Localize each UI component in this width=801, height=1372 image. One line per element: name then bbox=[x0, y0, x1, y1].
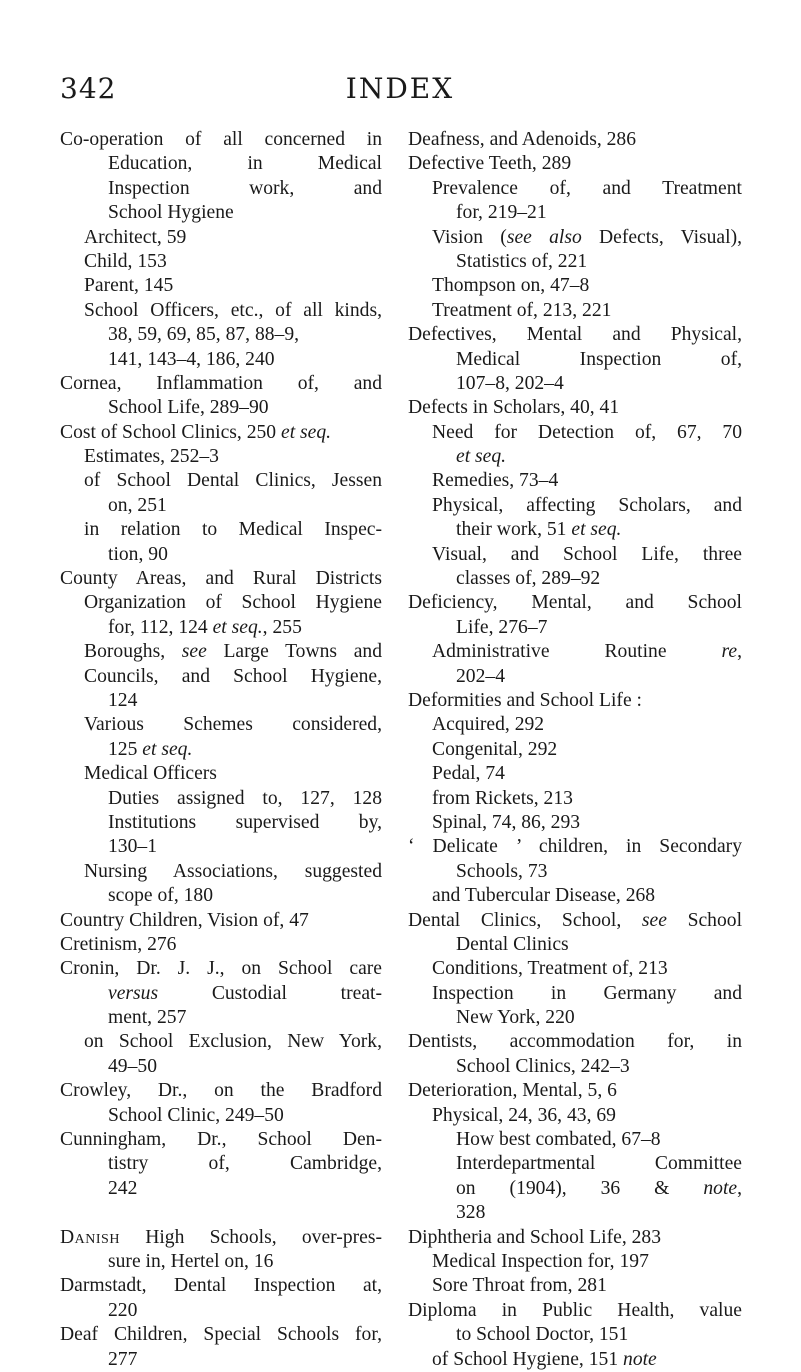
index-subentry: for, 219–21 bbox=[456, 202, 547, 224]
index-subentry: sure in, Hertel on, 16 bbox=[108, 1250, 274, 1272]
index-subentry: How best combated, 67–8 bbox=[456, 1129, 661, 1151]
index-entry: Defective Teeth, 289 bbox=[408, 153, 572, 175]
index-subentry: Dental Clinics bbox=[456, 933, 569, 955]
index-subentry: Education, in Medical bbox=[108, 153, 382, 175]
index-subentry: Inspection in Germany and bbox=[432, 982, 742, 1004]
index-subentry: Pedal, 74 bbox=[432, 763, 505, 785]
index-subentry: 49–50 bbox=[108, 1055, 157, 1077]
index-subentry: Inspection work, and bbox=[108, 177, 382, 199]
index-entry: Crowley, Dr., on the Bradford bbox=[60, 1080, 382, 1102]
index-entry: Deafness, and Adenoids, 286 bbox=[408, 129, 637, 150]
index-entry: Dental Clinics, School, see School bbox=[408, 909, 743, 931]
page-header bbox=[60, 72, 740, 122]
page-number: 342 bbox=[60, 72, 117, 105]
index-subentry: 141, 143–4, 186, 240 bbox=[108, 348, 275, 370]
index-subentry: Medical Officers bbox=[84, 763, 217, 785]
index-subentry: Physical, affecting Scholars, and bbox=[432, 494, 742, 516]
index-subentry: Treatment of, 213, 221 bbox=[432, 299, 612, 321]
index-subentry: Councils, and School Hygiene, bbox=[84, 665, 382, 687]
index-subentry: on (1904), 36 & note, bbox=[456, 1177, 742, 1199]
index-subentry: on, 251 bbox=[108, 494, 167, 516]
index-subentry: Visual, and School Life, three bbox=[432, 543, 742, 565]
index-subentry: their work, 51 et seq. bbox=[456, 519, 622, 541]
running-title: INDEX bbox=[345, 72, 455, 105]
index-subentry: Need for Detection of, 67, 70 bbox=[432, 421, 742, 443]
index-subentry: Child, 153 bbox=[84, 250, 167, 272]
index-subentry: tistry of, Cambridge, bbox=[108, 1153, 382, 1175]
index-subentry: Sore Throat from, 281 bbox=[432, 1275, 607, 1297]
index-subentry: 202–4 bbox=[456, 665, 505, 687]
index-subentry: Boroughs, see Large Towns and bbox=[84, 641, 382, 663]
index-entry: Diploma in Public Health, value bbox=[408, 1299, 742, 1321]
index-entry: Danish High Schools, over-pres- bbox=[60, 1226, 382, 1248]
index-subentry: Duties assigned to, 127, 128 bbox=[108, 787, 382, 809]
index-subentry: Remedies, 73–4 bbox=[432, 470, 559, 492]
index-subentry: 220 bbox=[108, 1299, 138, 1321]
index-subentry: Estimates, 252–3 bbox=[84, 446, 219, 468]
index-subentry: Statistics of, 221 bbox=[456, 250, 588, 272]
index-subentry: classes of, 289–92 bbox=[456, 568, 601, 590]
index-subentry: Medical Inspection for, 197 bbox=[432, 1250, 649, 1272]
index-entry: Co-operation of all concerned in bbox=[60, 129, 382, 150]
index-entry: Cretinism, 276 bbox=[60, 933, 177, 955]
index-subentry: Life, 276–7 bbox=[456, 616, 548, 638]
index-subentry: 107–8, 202–4 bbox=[456, 372, 564, 394]
index-subentry: School Clinic, 249–50 bbox=[108, 1104, 284, 1126]
index-subentry: to School Doctor, 151 bbox=[456, 1324, 629, 1346]
index-subentry: 38, 59, 69, 85, 87, 88–9, bbox=[108, 324, 300, 346]
section-gap bbox=[60, 1201, 382, 1225]
index-entry: ‘ Delicate ’ children, in Secondary bbox=[408, 836, 742, 858]
index-subentry: Spinal, 74, 86, 293 bbox=[432, 811, 581, 833]
index-entry: Dentists, accommodation for, in bbox=[408, 1031, 742, 1053]
index-entry: Cost of School Clinics, 250 et seq. bbox=[60, 421, 332, 443]
index-subentry: Physical, 24, 36, 43, 69 bbox=[432, 1104, 616, 1126]
index-entry: Diphtheria and School Life, 283 bbox=[408, 1226, 662, 1248]
index-entry: Defects in Scholars, 40, 41 bbox=[408, 397, 620, 419]
index-entry: Cronin, Dr. J. J., on School care bbox=[60, 958, 382, 980]
index-subentry: Vision (see also Defects, Visual), bbox=[432, 226, 742, 248]
index-subentry: et seq. bbox=[456, 446, 507, 468]
index-subentry: School Officers, etc., of all kinds, bbox=[84, 299, 382, 321]
index-subentry: ment, 257 bbox=[108, 1007, 187, 1029]
index-subentry: Prevalence of, and Treatment bbox=[432, 177, 742, 199]
index-subentry: Conditions, Treatment of, 213 bbox=[432, 958, 668, 980]
index-subentry: in relation to Medical Inspec- bbox=[84, 519, 382, 541]
index-subentry: of School Hygiene, 151 note bbox=[432, 1348, 657, 1370]
index-subentry: Institutions supervised by, bbox=[108, 811, 382, 833]
index-subentry: Schools, 73 bbox=[456, 860, 548, 882]
index-subentry: School Hygiene bbox=[108, 202, 234, 224]
index-subentry: 328 bbox=[456, 1202, 486, 1224]
index-subentry: versus Custodial treat- bbox=[108, 982, 382, 1004]
index-entry: Darmstadt, Dental Inspection at, bbox=[60, 1275, 382, 1297]
index-subentry: Parent, 145 bbox=[84, 275, 174, 297]
index-subentry: tion, 90 bbox=[108, 543, 168, 565]
index-subentry: 125 et seq. bbox=[108, 738, 193, 760]
index-column-right bbox=[408, 128, 742, 1372]
index-subentry: for, 112, 124 et seq., 255 bbox=[108, 616, 302, 638]
index-subentry: Congenital, 292 bbox=[432, 738, 558, 760]
index-subentry: 242 bbox=[108, 1177, 138, 1199]
index-subentry: Thompson on, 47–8 bbox=[432, 275, 590, 297]
index-entry: Country Children, Vision of, 47 bbox=[60, 909, 309, 931]
index-subentry: and Tubercular Disease, 268 bbox=[432, 885, 656, 907]
index-subentry: on School Exclusion, New York, bbox=[84, 1031, 382, 1053]
index-entry: Deficiency, Mental, and School bbox=[408, 592, 742, 614]
index-subentry: 130–1 bbox=[108, 836, 157, 858]
index-subentry: School Clinics, 242–3 bbox=[456, 1055, 630, 1077]
index-subentry: 277 bbox=[108, 1348, 138, 1370]
index-column-left bbox=[60, 128, 382, 1372]
index-subentry: from Rickets, 213 bbox=[432, 787, 573, 809]
index-entry: County Areas, and Rural Districts bbox=[60, 568, 382, 590]
index-subentry: Various Schemes considered, bbox=[84, 714, 382, 736]
index-subentry: Acquired, 292 bbox=[432, 714, 545, 736]
index-subentry: Administrative Routine re, bbox=[432, 641, 742, 663]
index-subentry: New York, 220 bbox=[456, 1007, 575, 1029]
index-subentry: scope of, 180 bbox=[108, 885, 214, 907]
index-entry: Defectives, Mental and Physical, bbox=[408, 324, 742, 346]
index-subentry: School Life, 289–90 bbox=[108, 397, 269, 419]
index-entry: Deaf Children, Special Schools for, bbox=[60, 1324, 382, 1346]
index-subentry: 124 bbox=[108, 689, 138, 711]
index-entry: Deformities and School Life : bbox=[408, 689, 642, 711]
index-subentry: Architect, 59 bbox=[84, 226, 187, 248]
index-subentry: Interdepartmental Committee bbox=[456, 1153, 742, 1175]
index-subentry: Medical Inspection of, bbox=[456, 348, 742, 370]
index-entry: Cunningham, Dr., School Den- bbox=[60, 1129, 382, 1151]
index-subentry: of School Dental Clinics, Jessen bbox=[84, 470, 382, 492]
index-entry: Cornea, Inflammation of, and bbox=[60, 372, 382, 394]
index-subentry: Organization of School Hygiene bbox=[84, 592, 382, 614]
index-entry: Deterioration, Mental, 5, 6 bbox=[408, 1080, 617, 1102]
index-subentry: Nursing Associations, suggested bbox=[84, 860, 382, 882]
